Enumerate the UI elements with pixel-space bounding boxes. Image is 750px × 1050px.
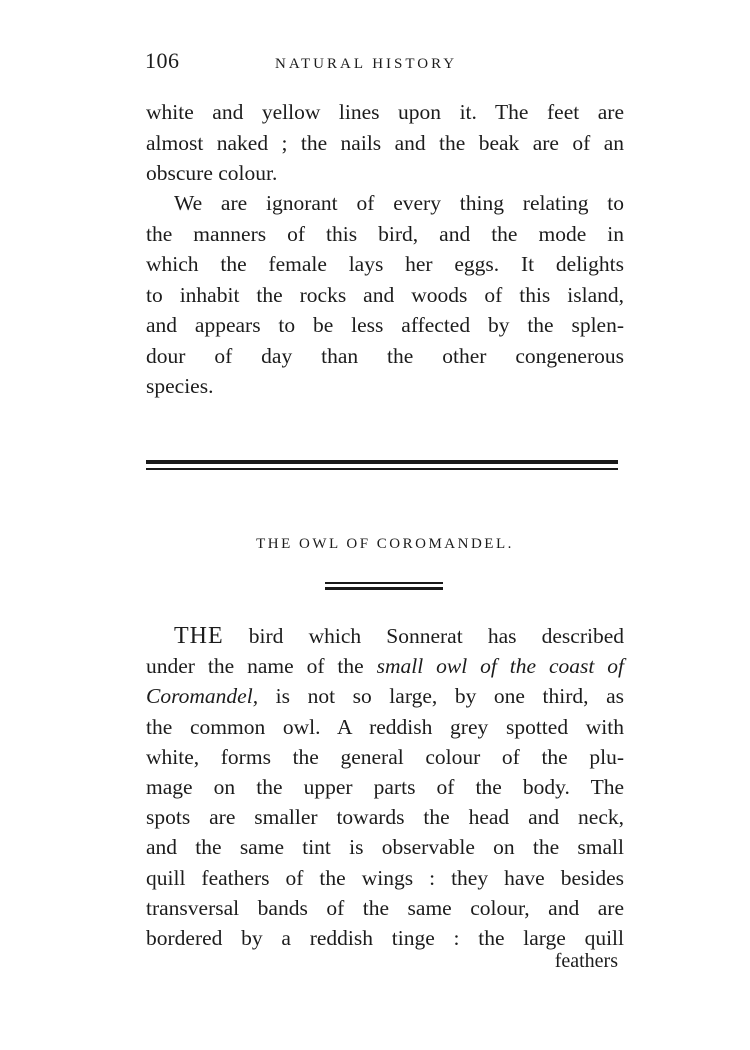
text-segment: is not so large, by one third, as	[258, 684, 624, 709]
text-line: dour of day than the other congenerous	[146, 343, 624, 368]
running-title: NATURAL HISTORY	[275, 56, 458, 72]
text-line	[146, 651, 624, 681]
paragraph-manners	[146, 188, 624, 402]
text-line: transversal bands of the same colour, and are	[146, 895, 624, 920]
page-number: 106	[145, 48, 180, 73]
text-line: quill feathers of the wings : they have besides	[146, 865, 624, 890]
text-segment: bird which Sonnerat has described	[223, 624, 624, 648]
italic-title-segment: Coromandel,	[146, 684, 259, 709]
text-line: mage on the upper parts of the body. The	[146, 775, 624, 800]
text-line: white, forms the general colour of the plu-	[146, 744, 624, 769]
heading-ornament-rule	[325, 582, 443, 594]
opening-word: THE	[174, 623, 224, 649]
rule-thin-line	[325, 582, 443, 584]
text-line: the manners of this bird, and the mode in	[146, 221, 624, 246]
text-line: spots are smaller towards the head and neck,	[146, 805, 624, 830]
paragraph-continued	[146, 97, 624, 189]
text-line: species.	[146, 374, 214, 398]
text-line: and the same tint is observable on the small	[146, 835, 624, 860]
text-line: bordered by a reddish tinge : the large quill	[146, 926, 624, 951]
rule-thick-line	[146, 460, 618, 464]
rule-thick-line	[325, 587, 443, 590]
italic-title-segment: small owl of the coast of	[376, 654, 625, 679]
text-line	[146, 621, 624, 651]
text-line: and appears to be less affected by the splen-	[146, 313, 624, 337]
text-line: which the female lays her eggs. It delights	[146, 252, 624, 276]
text-line: obscure colour.	[146, 161, 278, 185]
text-line: the common owl. A reddish grey spotted with	[146, 714, 624, 739]
text-line	[146, 681, 624, 711]
paragraph-owl-description	[146, 621, 624, 953]
text-line: almost naked ; the nails and the beak are of an	[146, 130, 624, 155]
text-line: white and yellow lines upon it. The feet are	[146, 100, 624, 124]
rule-thin-line	[146, 468, 618, 470]
section-heading: THE OWL OF COROMANDEL.	[256, 536, 514, 552]
text-segment: under the name of the	[146, 654, 377, 679]
running-head	[145, 48, 625, 78]
section-divider-rule	[146, 460, 618, 472]
catchword: feathers	[554, 950, 618, 972]
text-line: We are ignorant of every thing relating to	[174, 191, 624, 215]
text-line: to inhabit the rocks and woods of this island,	[146, 282, 624, 307]
